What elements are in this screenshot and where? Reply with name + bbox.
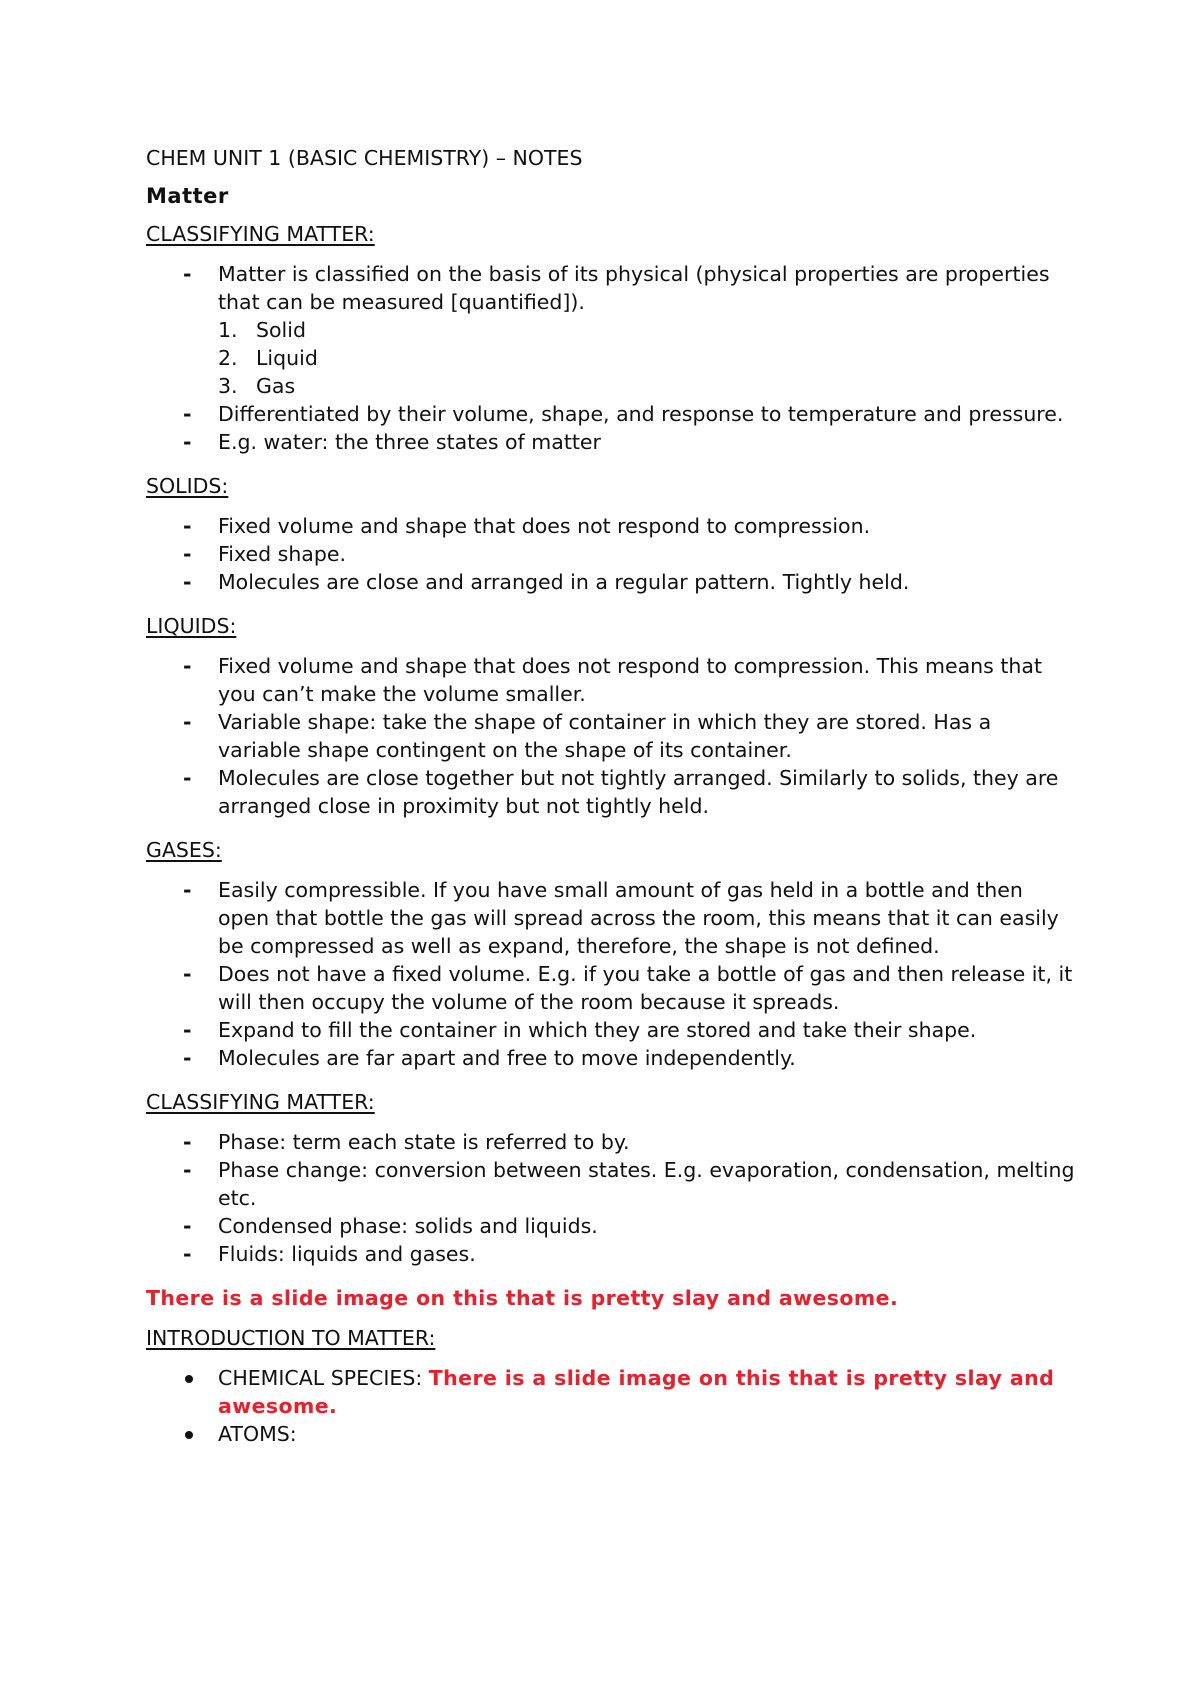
subheading-solids: SOLIDS: — [146, 474, 229, 498]
list-item-text: Fixed shape. — [218, 542, 347, 566]
list-item — [146, 1364, 1076, 1420]
list-item — [146, 540, 1076, 568]
list-item-text: Molecules are far apart and free to move independently. — [218, 1046, 796, 1070]
slide-image-note: There is a slide image on this that is pretty slay and awesome. — [146, 1286, 899, 1310]
dash-marker: - — [183, 1158, 192, 1182]
list-item-text: Fixed volume and shape that does not respond to compression. — [218, 514, 871, 538]
list-item-text: Gas — [256, 374, 296, 398]
dash-marker: - — [183, 1214, 192, 1238]
list-number: 1. — [218, 318, 238, 342]
dash-marker: - — [183, 514, 192, 538]
dash-marker: - — [183, 710, 192, 734]
dash-marker: - — [183, 570, 192, 594]
list-item-text: E.g. water: the three states of matter — [218, 430, 601, 454]
slide-image-note: There is a slide image on this that is pretty slay and awesome. — [218, 1366, 1055, 1418]
list-item — [146, 428, 1076, 456]
dash-marker: - — [183, 262, 192, 286]
list-item — [146, 1212, 1076, 1240]
bullet-dot-icon — [185, 1431, 193, 1439]
dash-marker: - — [183, 1242, 192, 1266]
list-item-text: Matter is classified on the basis of its physical (physical properties are properties that can be measured [quantified]). — [218, 262, 1050, 314]
document-page — [146, 144, 1076, 1448]
list-item-text: Fixed volume and shape that does not respond to compression. This means that you can’t make the volume smaller. — [218, 654, 1042, 706]
list-number: 3. — [218, 374, 238, 398]
list-item-text: Condensed phase: solids and liquids. — [218, 1214, 598, 1238]
list-item — [146, 960, 1076, 1016]
dash-marker: - — [183, 766, 192, 790]
dash-marker: - — [183, 402, 192, 426]
subheading-gases: GASES: — [146, 838, 222, 862]
dash-marker: - — [183, 1018, 192, 1042]
dash-marker: - — [183, 962, 192, 986]
list-item — [146, 1044, 1076, 1072]
list-item — [218, 316, 1076, 344]
phases-list — [146, 1128, 1076, 1268]
subheading-liquids: LIQUIDS: — [146, 614, 237, 638]
list-item — [146, 764, 1076, 820]
list-item-text: Molecules are close and arranged in a regular pattern. Tightly held. — [218, 570, 910, 594]
list-item-text: Liquid — [256, 346, 318, 370]
list-item-text: Differentiated by their volume, shape, and response to temperature and pressure. — [218, 402, 1064, 426]
list-item — [146, 400, 1076, 428]
list-item-label: ATOMS: — [218, 1422, 297, 1446]
list-item-text: Does not have a fixed volume. E.g. if you take a bottle of gas and then release it, it will then occupy the volume of the room because it spreads. — [218, 962, 1073, 1014]
list-item — [218, 344, 1076, 372]
list-item-label: CHEMICAL SPECIES: — [218, 1366, 429, 1390]
introduction-list — [146, 1364, 1076, 1448]
list-item-text: Phase: term each state is referred to by. — [218, 1130, 630, 1154]
dash-marker: - — [183, 878, 192, 902]
document-title: CHEM UNIT 1 (BASIC CHEMISTRY) – NOTES — [146, 146, 583, 170]
dash-marker: - — [183, 1130, 192, 1154]
dash-marker: - — [183, 542, 192, 566]
classifying-list — [146, 260, 1076, 456]
list-item — [146, 652, 1076, 708]
solids-list — [146, 512, 1076, 596]
list-item — [146, 260, 1076, 400]
list-item-text: Variable shape: take the shape of container in which they are stored. Has a variable shape contingent on the shape of its container. — [218, 710, 992, 762]
list-item-text: Phase change: conversion between states. E.g. evaporation, condensation, melting etc. — [218, 1158, 1075, 1210]
list-item — [146, 876, 1076, 960]
list-item-text: Easily compressible. If you have small amount of gas held in a bottle and then open that bottle the gas will spread across the room, this means that it can easily be compressed as well as expand, therefore, the shape is not defined. — [218, 878, 1059, 958]
section-heading-matter: Matter — [146, 184, 229, 208]
subheading-classifying-matter-2: CLASSIFYING MATTER: — [146, 1090, 375, 1114]
dash-marker: - — [183, 430, 192, 454]
list-number: 2. — [218, 346, 238, 370]
list-item — [146, 1016, 1076, 1044]
subheading-introduction-to-matter: INTRODUCTION TO MATTER: — [146, 1326, 436, 1350]
subheading-classifying-matter: CLASSIFYING MATTER: — [146, 222, 375, 246]
bullet-dot-icon — [185, 1375, 193, 1383]
list-item — [146, 1156, 1076, 1212]
list-item — [146, 568, 1076, 596]
liquids-list — [146, 652, 1076, 820]
list-item — [146, 512, 1076, 540]
list-item-text: Solid — [256, 318, 306, 342]
dash-marker: - — [183, 654, 192, 678]
list-item — [146, 708, 1076, 764]
states-list — [218, 316, 1076, 400]
list-item-text: Fluids: liquids and gases. — [218, 1242, 476, 1266]
gases-list — [146, 876, 1076, 1072]
list-item-text: Expand to fill the container in which they are stored and take their shape. — [218, 1018, 977, 1042]
list-item — [146, 1128, 1076, 1156]
list-item — [218, 372, 1076, 400]
list-item — [146, 1240, 1076, 1268]
dash-marker: - — [183, 1046, 192, 1070]
list-item — [146, 1420, 1076, 1448]
list-item-text: Molecules are close together but not tightly arranged. Similarly to solids, they are arranged close in proximity but not tightly held. — [218, 766, 1059, 818]
